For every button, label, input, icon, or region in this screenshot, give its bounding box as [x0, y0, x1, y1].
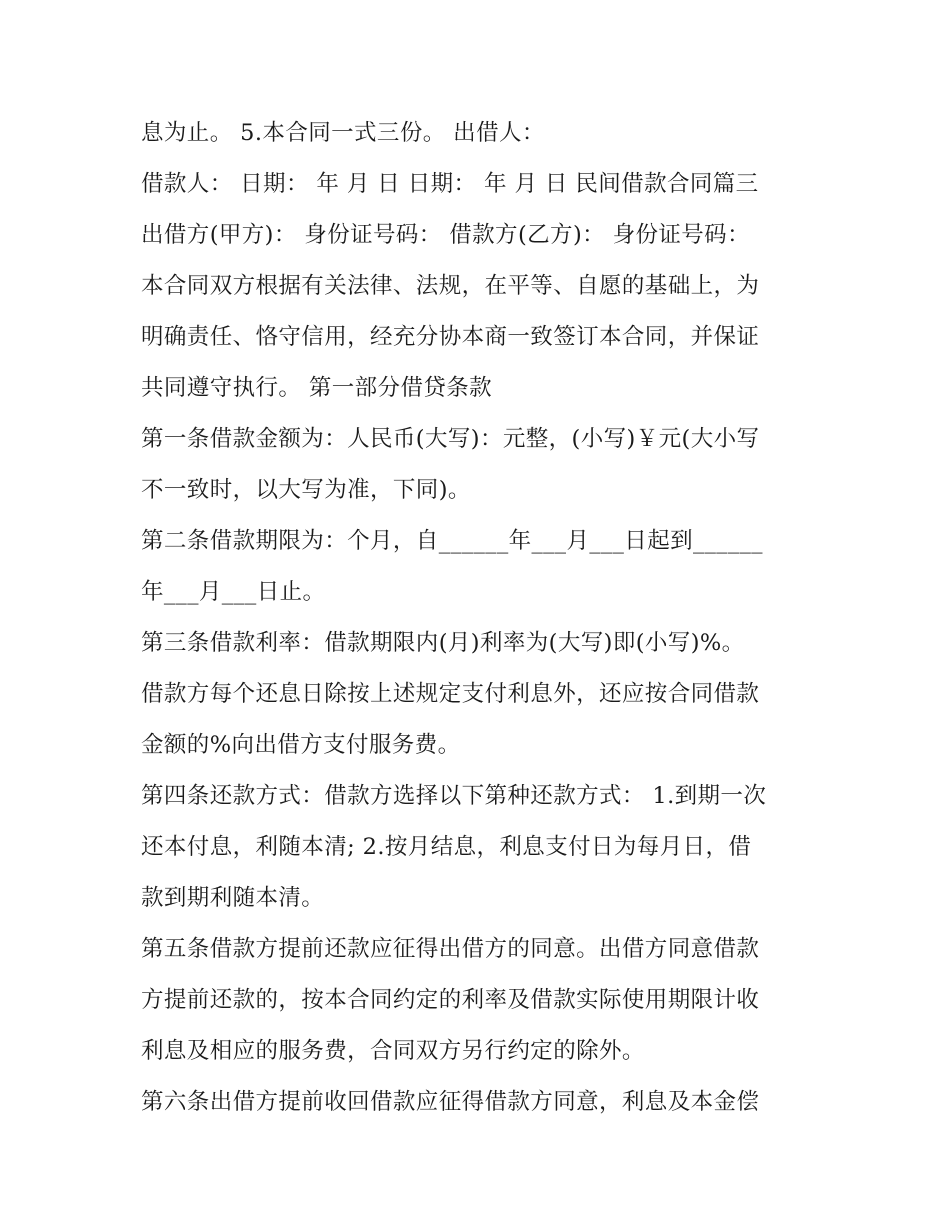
text-line: 第三条借款利率：借款期限内(月)利率为(大写)即(小写)%。: [141, 630, 745, 656]
text-line: 款到期利随本清。: [141, 885, 325, 911]
text-line: 第二条借款期限为：个月，自______年___月___日起到______: [141, 528, 763, 554]
text-line: 共同遵守执行。 第一部分借贷条款: [141, 375, 493, 401]
text-line: 借款方每个还息日除按上述规定支付利息外，还应按合同借款: [141, 681, 760, 707]
text-line: 本合同双方根据有关法律、法规，在平等、自愿的基础上，为: [141, 273, 760, 299]
text-line: 第六条出借方提前收回借款应征得借款方同意，利息及本金偿: [141, 1089, 760, 1115]
text-line: 第四条还款方式：借款方选择以下第种还款方式： 1.到期一次: [141, 783, 767, 809]
text-line: 年___月___日止。: [141, 579, 326, 605]
text-line: 息为止。 5.本合同一式三份。 出借人：: [141, 120, 545, 146]
text-line: 出借方(甲方)： 身份证号码： 借款方(乙方)： 身份证号码：: [141, 222, 750, 248]
text-line: 还本付息，利随本清; 2.按月结息，利息支付日为每月日，借: [141, 834, 752, 860]
document-body: [141, 108, 821, 1128]
text-line: 利息及相应的服务费，合同双方另行约定的除外。: [141, 1038, 645, 1064]
text-line: 借款人： 日期： 年 月 日 日期： 年 月 日 民间借款合同篇三: [141, 171, 759, 197]
text-line: 金额的%向出借方支付服务费。: [141, 732, 461, 758]
text-line: 第一条借款金额为：人民币(大写)：元整，(小写)￥元(大小写: [141, 426, 760, 452]
text-line: 第五条借款方提前还款应征得出借方的同意。出借方同意借款: [141, 936, 760, 962]
text-line: 不一致时，以大写为准，下同)。: [141, 477, 471, 503]
text-line: 明确责任、恪守信用，经充分协本商一致签订本合同，并保证: [141, 324, 760, 350]
text-line: 方提前还款的，按本合同约定的利率及借款实际使用期限计收: [141, 987, 760, 1013]
